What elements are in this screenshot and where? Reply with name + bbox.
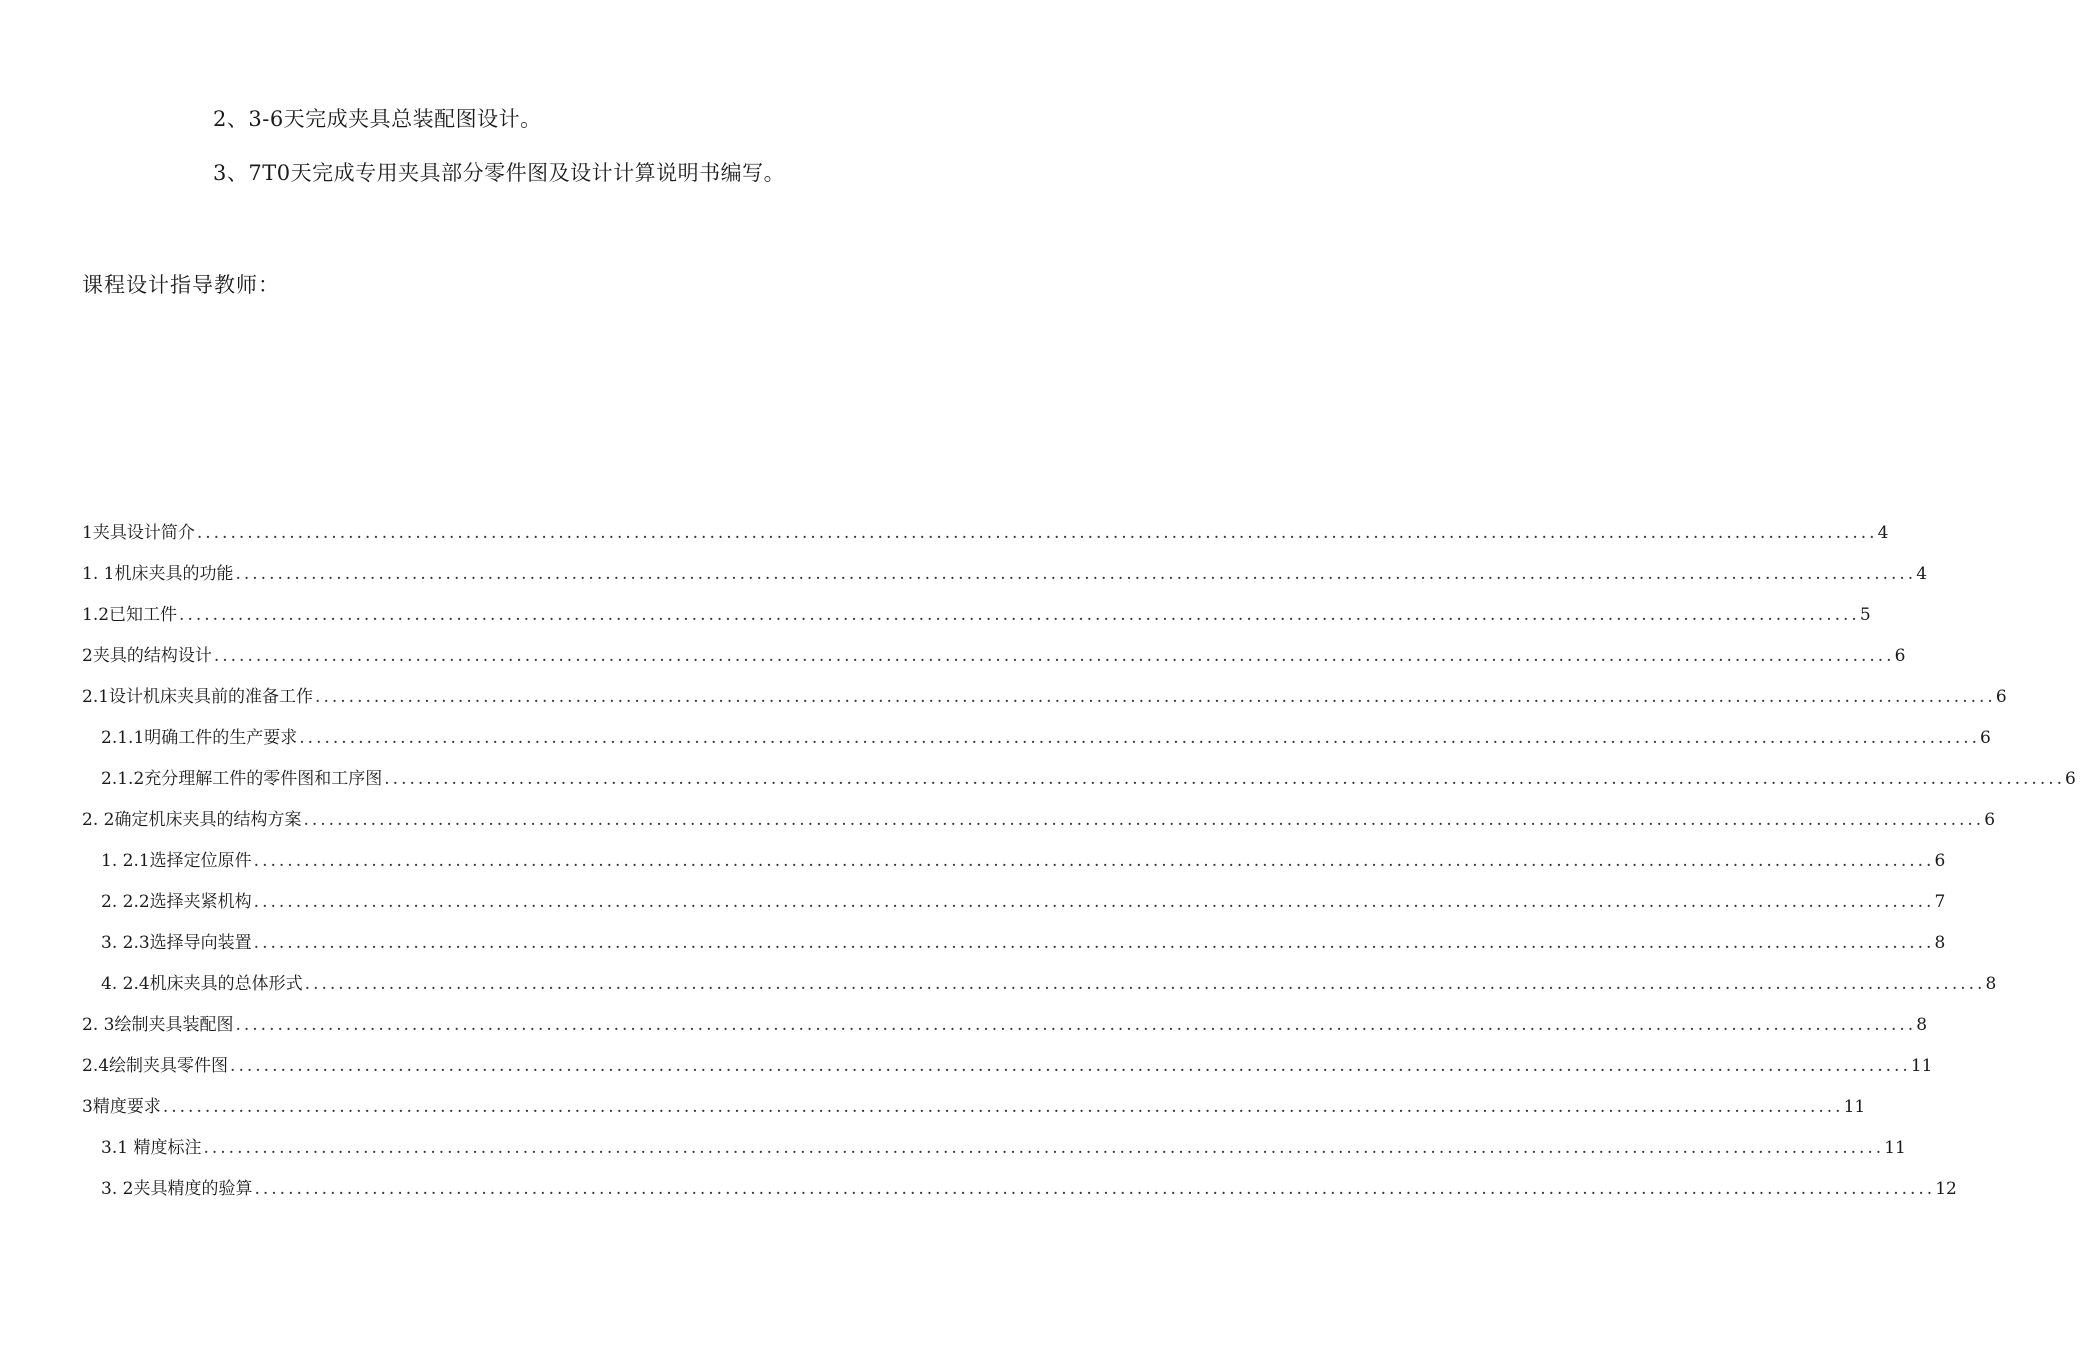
- toc-entry-page: 6: [1980, 728, 1991, 748]
- toc-leader-dots: ........................................................................................................................................................................................................: [253, 892, 1935, 912]
- instructor-label: 课程设计指导教师：: [82, 273, 280, 297]
- toc-entry[interactable]: [82, 1174, 1957, 1215]
- toc-entry-page: 11: [1884, 1138, 1906, 1158]
- toc-leader-dots: ........................................................................................................................................................................................................: [179, 605, 1860, 625]
- toc-entry-title: 2夹具的结构设计: [82, 646, 212, 666]
- toc-leader-dots: ........................................................................................................................................................................................................: [213, 646, 1895, 666]
- plan-item-2: 2、3-6天完成夹具总装配图设计。: [213, 107, 542, 131]
- toc-leader-dots: ........................................................................................................................................................................................................: [303, 810, 1985, 830]
- toc-leader-dots: ........................................................................................................................................................................................................: [230, 1056, 1911, 1076]
- toc-leader-dots: ........................................................................................................................................................................................................: [299, 728, 1981, 748]
- toc-entry[interactable]: [82, 723, 1991, 764]
- toc-entry-page: 8: [1985, 974, 1997, 994]
- toc-entry-title: 1. 2.1选择定位原件: [101, 851, 252, 871]
- toc-leader-dots: ........................................................................................................................................................................................................: [304, 974, 1986, 994]
- toc-entry[interactable]: [82, 1051, 1933, 1092]
- toc-entry[interactable]: [82, 600, 1871, 641]
- toc-entry[interactable]: [82, 641, 1906, 682]
- toc-leader-dots: ........................................................................................................................................................................................................: [235, 564, 1917, 584]
- toc-entry-title: 1.2已知工件: [82, 605, 178, 625]
- toc-entry-title: 3.1 精度标注: [101, 1138, 202, 1158]
- toc-entry[interactable]: [82, 805, 1996, 846]
- toc-entry-title: 3. 2.3选择导向装置: [101, 933, 252, 953]
- toc-entry-page: 6: [1894, 646, 1906, 666]
- toc-entry-title: 2.1.2充分理解工件的零件图和工序图: [101, 769, 383, 789]
- table-of-contents: [82, 518, 2076, 1215]
- toc-leader-dots: ........................................................................................................................................................................................................: [253, 933, 1935, 953]
- toc-entry[interactable]: [82, 518, 1889, 559]
- toc-leader-dots: ........................................................................................................................................................................................................: [315, 687, 1996, 707]
- toc-entry-page: 4: [1877, 523, 1889, 543]
- toc-entry-page: 4: [1916, 564, 1928, 584]
- toc-entry[interactable]: [82, 969, 1997, 1010]
- toc-entry-title: 2.1设计机床夹具前的准备工作: [82, 687, 314, 707]
- toc-entry-page: 12: [1935, 1179, 1957, 1199]
- toc-entry-page: 6: [2065, 769, 2076, 789]
- toc-entry-page: 11: [1843, 1097, 1866, 1117]
- toc-entry[interactable]: [82, 887, 1946, 928]
- toc-entry-title: 1夹具设计简介: [82, 523, 195, 543]
- toc-entry-title: 1. 1机床夹具的功能: [82, 564, 234, 584]
- toc-entry-title: 3. 2夹具精度的验算: [101, 1179, 253, 1199]
- plan-item-3: 3、7T0天完成专用夹具部分零件图及设计计算说明书编写。: [213, 161, 786, 185]
- toc-entry-page: 7: [1934, 892, 1946, 912]
- toc-leader-dots: ........................................................................................................................................................................................................: [162, 1097, 1844, 1117]
- toc-leader-dots: ........................................................................................................................................................................................................: [253, 851, 1935, 871]
- toc-entry-page: 6: [1934, 851, 1946, 871]
- toc-entry-page: 5: [1859, 605, 1871, 625]
- toc-entry-page: 6: [1984, 810, 1996, 830]
- toc-leader-dots: ........................................................................................................................................................................................................: [203, 1138, 1885, 1158]
- toc-leader-dots: ........................................................................................................................................................................................................: [235, 1015, 1917, 1035]
- toc-entry-title: 2.1.1明确工件的生产要求: [101, 728, 298, 748]
- toc-entry-title: 2. 3绘制夹具装配图: [82, 1015, 234, 1035]
- toc-entry-title: 2.4绘制夹具零件图: [82, 1056, 229, 1076]
- toc-entry[interactable]: [82, 764, 2076, 805]
- toc-entry[interactable]: [82, 1133, 1906, 1174]
- toc-entry-title: 2. 2确定机床夹具的结构方案: [82, 810, 302, 830]
- toc-entry[interactable]: [82, 682, 2007, 723]
- toc-entry-title: 4. 2.4机床夹具的总体形式: [101, 974, 303, 994]
- toc-entry[interactable]: [82, 928, 1946, 969]
- toc-entry[interactable]: [82, 1092, 1866, 1133]
- toc-entry-title: 2. 2.2选择夹紧机构: [101, 892, 252, 912]
- toc-entry[interactable]: [82, 846, 1946, 887]
- toc-leader-dots: ........................................................................................................................................................................................................: [254, 1179, 1936, 1199]
- toc-leader-dots: ........................................................................................................................................................................................................: [196, 523, 1878, 543]
- toc-entry-page: 6: [1995, 687, 2007, 707]
- toc-entry-page: 11: [1910, 1056, 1933, 1076]
- toc-entry[interactable]: [82, 559, 1928, 600]
- toc-entry-title: 3精度要求: [82, 1097, 161, 1117]
- toc-entry-page: 8: [1934, 933, 1946, 953]
- toc-entry-page: 8: [1916, 1015, 1928, 1035]
- toc-leader-dots: ........................................................................................................................................................................................................: [384, 769, 2066, 789]
- toc-entry[interactable]: [82, 1010, 1928, 1051]
